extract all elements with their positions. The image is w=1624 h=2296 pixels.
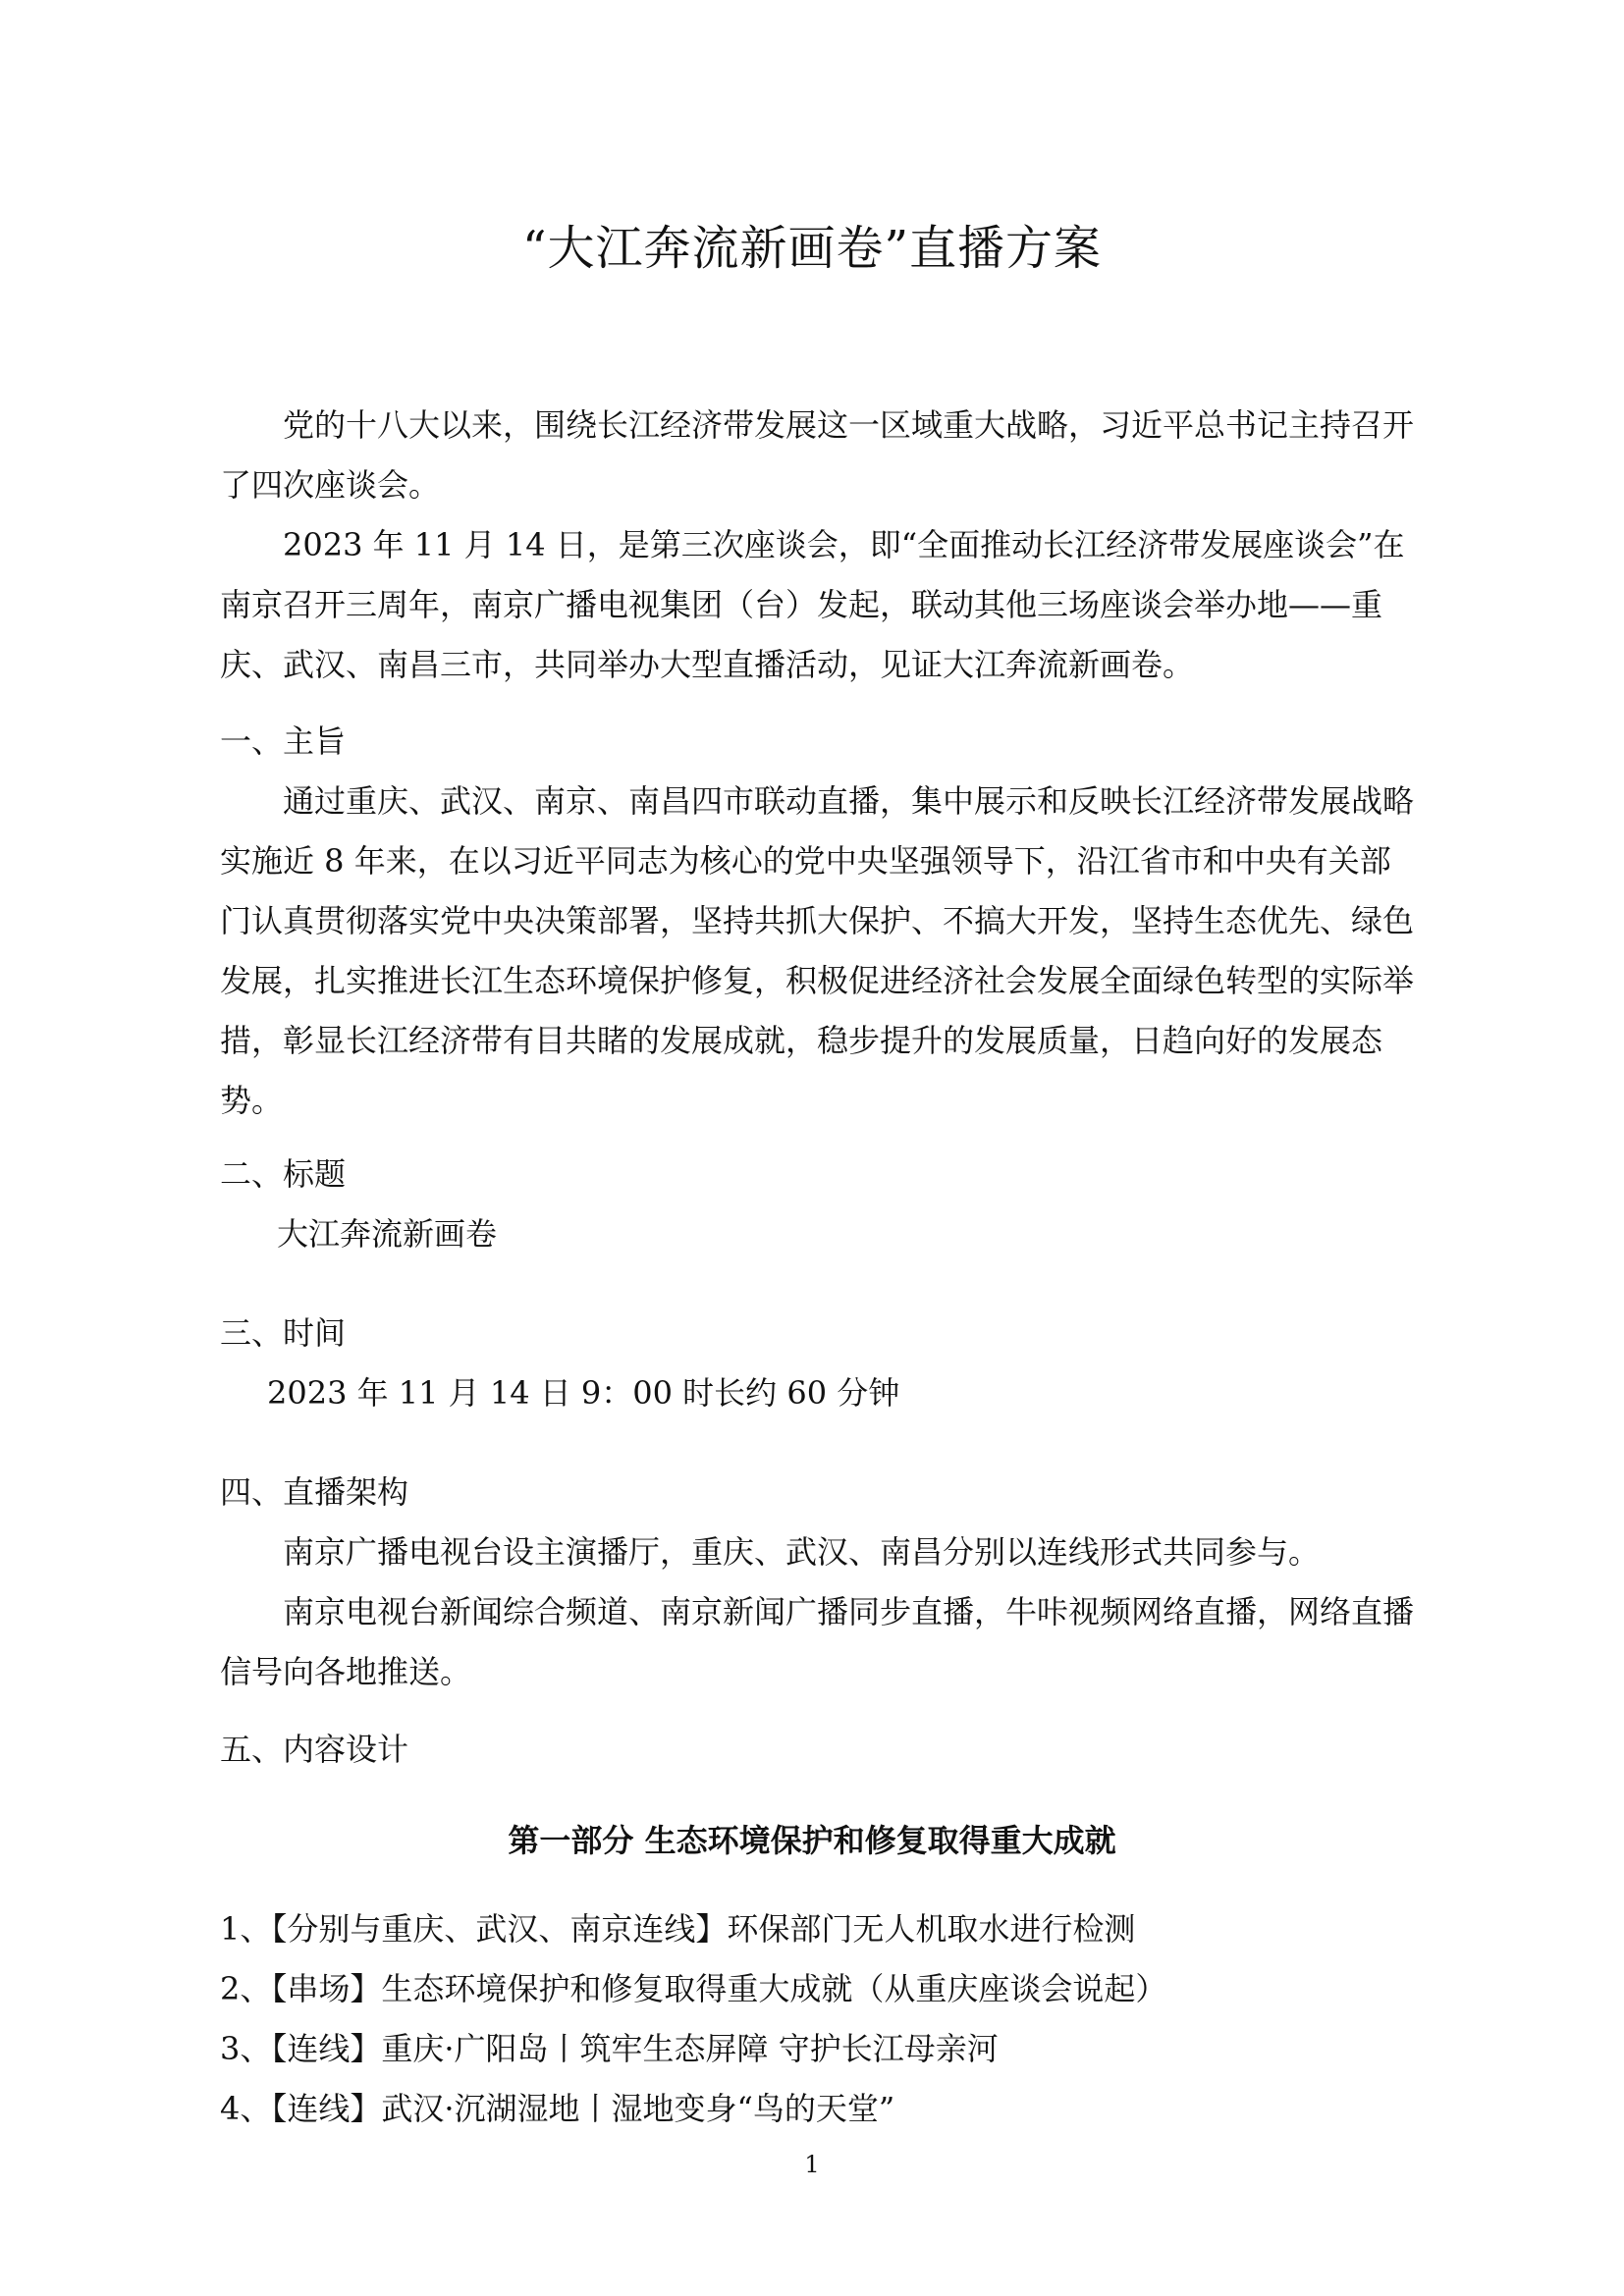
list-item: 2、【串场】生态环境保护和修复取得重大成就（从重庆座谈会说起）	[220, 1970, 1167, 2007]
list-item: 3、【连线】重庆·广阳岛丨筑牢生态屏障 守护长江母亲河	[220, 2030, 999, 2067]
document-title: “大江奔流新画卷”直播方案	[521, 221, 1103, 276]
list-item: 1、【分别与重庆、武汉、南京连线】环保部门无人机取水进行检测	[220, 1910, 1136, 1948]
section-heading-time: 三、时间	[220, 1314, 347, 1352]
section-text-structure-1: 南京广播电视台设主演播厅，重庆、武汉、南昌分别以连线形式共同参与。	[283, 1533, 1321, 1571]
section-heading-structure: 四、直播架构	[220, 1473, 409, 1511]
intro-paragraph-2: 2023 年 11 月 14 日，是第三次座谈会，即“全面推动长江经济带发展座谈会”在南京召开三周年，南京广播电视集团（台）发起，联动其他三场座谈会举办地——重庆、武汉、南昌三市，共同举办大型直播活动，见证大江奔流新画卷。	[220, 526, 1405, 683]
section-text-purpose: 通过重庆、武汉、南京、南昌四市联动直播，集中展示和反映长江经济带发展战略实施近 8 年来，在以习近平同志为核心的党中央坚强领导下，沿江省市和中央有关部门认真贯彻落实党中央决策部署，坚持共抓大保护、不搞大开发，坚持生态优先、绿色发展，扎实推进长江生态环境保护修复，积极促进经济社会发展全面绿色转型的实际举措，彰显长江经济带有目共睹的发展成就，稳步提升的发展质量，日趋向好的发展态势。	[220, 782, 1415, 1119]
section-heading-purpose: 一、主旨	[220, 722, 347, 760]
list-item: 4、【连线】武汉·沉湖湿地丨湿地变身“鸟的天堂”	[220, 2090, 895, 2127]
part-one-heading: 第一部分 生态环境保护和修复取得重大成就	[508, 1822, 1116, 1859]
section-heading-title: 二、标题	[220, 1155, 347, 1193]
page-number: 1	[804, 2151, 820, 2178]
section-text-title: 大江奔流新画卷	[277, 1215, 498, 1253]
intro-paragraph-1: 党的十八大以来，围绕长江经济带发展这一区域重大战略，习近平总书记主持召开了四次座谈会。	[220, 406, 1415, 504]
section-text-structure-2: 南京电视台新闻综合频道、南京新闻广播同步直播，牛咔视频网络直播，网络直播信号向各地推送。	[220, 1593, 1415, 1690]
section-text-time: 2023 年 11 月 14 日 9：00 时长约 60 分钟	[267, 1374, 900, 1412]
section-heading-content: 五、内容设计	[220, 1731, 409, 1768]
